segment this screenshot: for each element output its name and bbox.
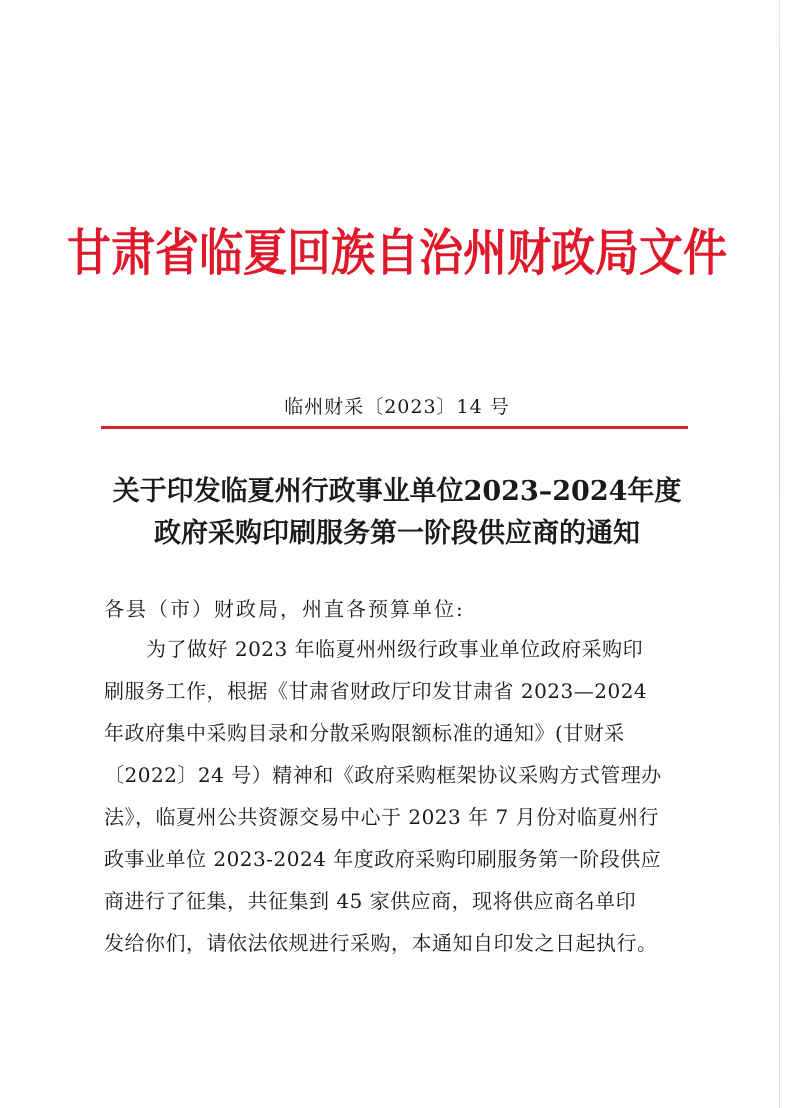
body-line-3: 年政府集中采购目录和分散采购限额标准的通知》(甘财采: [104, 721, 625, 745]
body-line-8: 发给你们，请依法依规进行采购，本通知自印发之日起执行。: [104, 931, 658, 955]
body-line-6: 政事业单位 2023-2024 年度政府采购印刷服务第一阶段供应: [104, 847, 662, 871]
notice-title-line-1: 关于印发临夏州行政事业单位2023–2024年度: [112, 476, 682, 507]
body-line-4: 〔2022〕24 号）精神和《政府采购框架协议采购方式管理办: [104, 763, 662, 787]
body-line-1: 为了做好 2023 年临夏州州级行政事业单位政府采购印: [146, 637, 644, 661]
salutation: 各县（市）财政局，州直各预算单位:: [104, 597, 465, 621]
issuing-authority-header: 甘肃省临夏回族自治州财政局文件: [67, 224, 728, 282]
body-line-2: 刷服务工作，根据《甘肃省财政厅印发甘肃省 2023—2024: [104, 679, 648, 703]
red-separator-rule: [101, 426, 688, 429]
body-line-7: 商进行了征集，共征集到 45 家供应商，现将供应商名单印: [104, 889, 637, 913]
document-number: 临州财采〔2023〕14 号: [284, 396, 510, 418]
notice-title-line-2: 政府采购印刷服务第一阶段供应商的通知: [154, 518, 640, 549]
body-line-5: 法》，临夏州公共资源交易中心于 2023 年 7 月份对临夏州行: [104, 805, 660, 829]
